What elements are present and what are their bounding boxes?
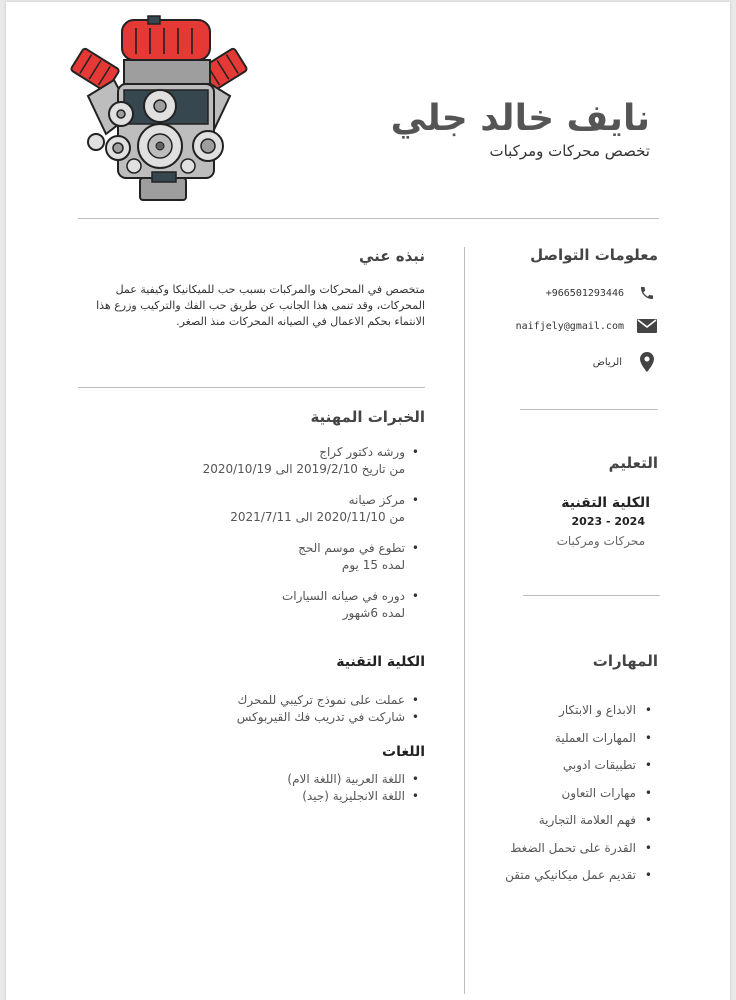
education-divider (523, 595, 660, 596)
contact-email (516, 316, 658, 336)
contact-phone (546, 283, 658, 303)
list-item (159, 492, 419, 526)
college-title: الكلية التقنية (336, 654, 425, 670)
list-item (159, 588, 419, 622)
languages-title: اللغات (382, 744, 425, 760)
list-item (159, 444, 419, 478)
list-item: • فهم العلامة التجارية (432, 812, 652, 840)
list-item (159, 540, 419, 574)
list-item: • المهارات العملية (432, 730, 652, 758)
job-subtitle: تخصص محركات ومركبات (489, 142, 650, 160)
phone-number[interactable]: +966501293446 (545, 287, 624, 299)
mail-icon (636, 319, 658, 333)
experience-place: دوره في صيانه السيارات (281, 589, 405, 603)
list-item: • تقديم عمل ميكانيكي متقن (432, 867, 652, 895)
email-address[interactable]: naifjely@gmail.com (515, 320, 624, 332)
list-item: • مهارات التعاون (432, 785, 652, 813)
about-text: متخصص في المحركات والمركبات بسبب حب للميكانيكا وكيفية عمل المحركات، وقد تنمى هذا الجانب عن طريق حب الفك والتركيب وزرع هذا الانتماء بحكم الاعمال في الصيانه المحركات منذ الصغر. (96, 283, 425, 328)
experience-period: لمده 6شهور (342, 606, 405, 620)
list-item: • شاركت في تدريب فك القيربوكس (159, 709, 419, 726)
list-item: • القدرة على تحمل الضغط (432, 840, 652, 868)
header-divider (78, 218, 659, 219)
experience-period: من 2020/11/10 الى 2021/7/11 (230, 510, 405, 524)
phone-icon (636, 285, 658, 301)
experience-place: ورشه دكتور كراج (319, 445, 405, 459)
education-school: الكلية التقنية (561, 495, 650, 511)
contact-divider (520, 409, 658, 410)
about-title: نبذه عني (358, 247, 425, 265)
skills-title: المهارات (592, 652, 658, 670)
experience-list (159, 444, 419, 622)
engine-icon (66, 14, 252, 206)
experience-title: الخبرات المهنية (310, 408, 425, 426)
resume-page (6, 2, 730, 1000)
contact-title: معلومات التواصل (530, 246, 658, 264)
education-major: محركات ومركبات (556, 534, 645, 548)
list-item: • الابداع و الابتكار (432, 702, 652, 730)
list-item: • اللغة العربية (اللغة الام) (159, 771, 419, 788)
languages-list (159, 771, 419, 805)
experience-place: تطوع في موسم الحج (298, 541, 405, 555)
education-title: التعليم (608, 454, 658, 472)
skills-list (432, 702, 652, 895)
contact-location (593, 352, 658, 372)
college-list (159, 692, 419, 726)
about-divider (78, 387, 425, 388)
experience-place: مركز صيانه (348, 493, 405, 507)
experience-period: لمده 15 يوم (341, 558, 405, 572)
list-item: • اللغة الانجليزية (جيد) (159, 788, 419, 805)
education-years: 2023 - 2024 (571, 515, 645, 528)
location-pin-icon (636, 352, 658, 372)
location-text: الرياض (592, 356, 622, 368)
list-item: • تطبيقات ادوبي (432, 757, 652, 785)
full-name: نايف خالد جلي (390, 98, 650, 139)
list-item: • عملت على نموذج تركيبي للمحرك (159, 692, 419, 709)
experience-period: من تاريخ 2019/2/10 الى 2020/10/19 (202, 462, 405, 476)
